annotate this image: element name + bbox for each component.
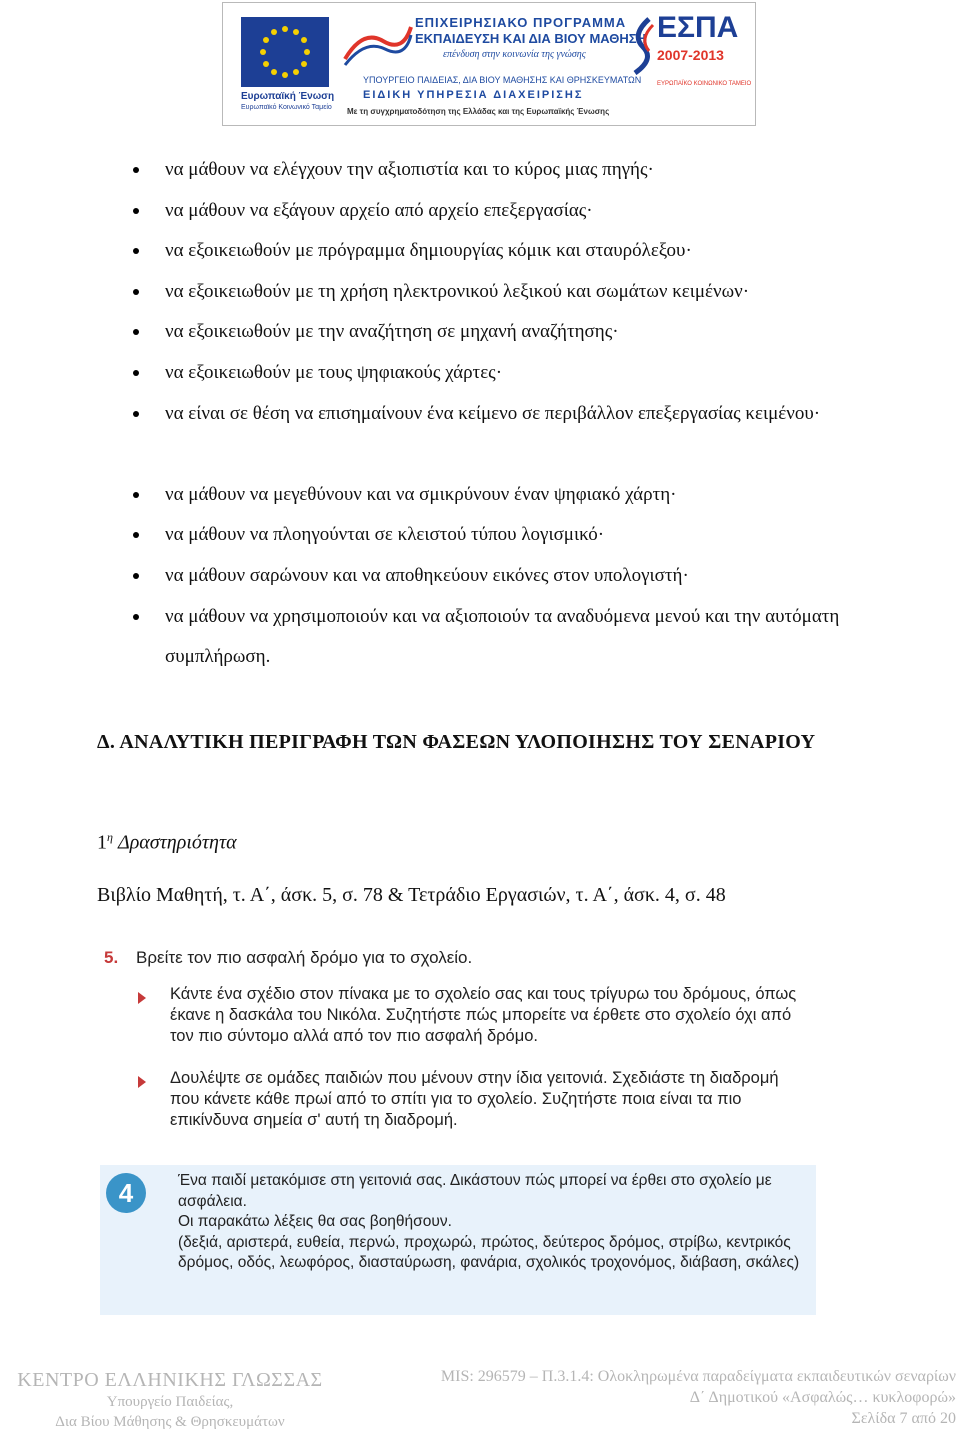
bullet-icon	[133, 370, 139, 376]
exercise-title: Βρείτε τον πιο ασφαλή δρόμο για το σχολείο.	[136, 948, 473, 967]
exercise-paragraph: Κάντε ένα σχέδιο στον πίνακα με το σχολείο σας και τους τρίγυρω του δρόμους, όπως έκανε η δασκάλα του Νικόλα. Συζητήστε πώς μπορείτε να έρθετε στο σχολείο όχι από τον πιο σύντομο αλλά από τον πιο ασφαλή δρόμο.	[170, 985, 797, 1045]
textbook-excerpt	[100, 940, 820, 1316]
exercise-number: 5.	[104, 948, 119, 967]
list-item: να μάθουν σαρώνουν και να αποθηκεύουν εικόνες στον υπολογιστή·	[165, 556, 895, 597]
exercise-5	[100, 940, 820, 1140]
ministry-name: ΥΠΟΥΡΓΕΙΟ ΠΑΙΔΕΙΑΣ, ΔΙΑ ΒΙΟΥ ΜΑΘΗΣΗΣ ΚΑΙ ΘΡΗΣΚΕΥΜΑΤΩΝ	[363, 75, 642, 85]
espa-fund: ΕΥΡΩΠΑΪΚΟ ΚΟΙΝΩΝΙΚΟ ΤΑΜΕΙΟ	[657, 81, 752, 87]
workbook-line: Ένα παιδί μετακόμισε στη γειτονιά σας. Δικάστουν πώς μπορεί να έρθει στο σχολείο με ασφάλεια.	[178, 1172, 772, 1210]
eu-flag-icon	[241, 17, 329, 87]
book-reference: Βιβλίο Μαθητή, τ. Α΄, άσκ. 5, σ. 78 & Τετράδιο Εργασιών, τ. Α΄, άσκ. 4, σ. 48	[97, 884, 726, 906]
bullet-icon	[133, 167, 139, 173]
service-name: ΕΙΔΙΚΗ ΥΠΗΡΕΣΙΑ ΔΙΑΧΕΙΡΙΣΗΣ	[363, 89, 584, 101]
program-slogan: επένδυση στην κοινωνία της γνώσης	[443, 49, 586, 60]
scenario-title: Δ΄ Δημοτικού «Ασφαλώς… κυκλοφορώ»	[689, 1389, 956, 1406]
bullet-icon	[133, 532, 139, 538]
activity-number: 1	[97, 831, 107, 854]
activity-ordinal: η	[107, 830, 113, 844]
espa-years: 2007-2013	[657, 47, 724, 63]
bullet-icon	[133, 329, 139, 335]
list-item: να μάθουν να μεγεθύνουν και να σμικρύνουν έναν ψηφιακό χάρτη·	[165, 475, 895, 516]
list-item: να μάθουν να χρησιμοποιούν και να αξιοποιούν τα αναδυόμενα μενού και την αυτόματη συμπλήρωση.	[165, 597, 895, 678]
bullet-icon	[133, 411, 139, 417]
mis-code: MIS: 296579 – Π.3.1.4: Ολοκληρωμένα παραδείγματα εκπαιδευτικών σεναρίων	[440, 1368, 956, 1385]
ministry-line: Δια Βίου Μάθησης & Θρησκευμάτων	[55, 1414, 285, 1430]
list-item: να είναι σε θέση να επισημαίνουν ένα κείμενο σε περιβάλλον επεξεργασίας κειμένου·	[165, 394, 895, 435]
triangle-bullet-icon	[138, 992, 146, 1004]
list-item: να μάθουν να ελέγχουν την αξιοπιστία και το κύρος μιας πηγής·	[165, 150, 895, 191]
section-heading: Δ. ΑΝΑΛΥΤΙΚΗ ΠΕΡΙΓΡΑΦΗ ΤΩΝ ΦΑΣΕΩΝ ΥΛΟΠΟΙΗΣΗΣ ΤΟΥ ΣΕΝΑΡΙΟΥ	[97, 731, 816, 753]
list-item: να εξοικειωθούν με τη χρήση ηλεκτρονικού λεξικού και σωμάτων κειμένων·	[165, 272, 895, 313]
program-subtitle: ΕΚΠΑΙΔΕΥΣΗ ΚΑΙ ΔΙΑ ΒΙΟΥ ΜΑΘΗΣΗ	[415, 31, 646, 46]
funding-banner	[222, 2, 756, 126]
bullet-icon	[133, 289, 139, 295]
cofunding-note: Με τη συγχρηματοδότηση της Ελλάδας και της Ευρωπαϊκής Ένωσης	[347, 107, 610, 116]
list-item: να εξοικειωθούν με τους ψηφιακούς χάρτες·	[165, 353, 895, 394]
triangle-bullet-icon	[138, 1076, 146, 1088]
activity-title	[97, 822, 237, 858]
eu-logo	[233, 11, 335, 115]
list-item: να μάθουν να εξάγουν αρχείο από αρχείο επεξεργασίας·	[165, 191, 895, 232]
program-logo	[343, 9, 646, 121]
bullet-icon	[133, 208, 139, 214]
list-item: να μάθουν να πλοηγούνται σε κλειστού τύπου λογισμικό·	[165, 515, 895, 556]
list-item: να εξοικειωθούν με πρόγραμμα δημιουργίας κόμικ και σταυρόλεξου·	[165, 231, 895, 272]
workbook-text	[178, 1171, 810, 1274]
page-number: Σελίδα 7 από 20	[851, 1410, 956, 1427]
program-title: ΕΠΙΧΕΙΡΗΣΙΑΚΟ ΠΡΟΓΡΑΜΜΑ	[415, 15, 627, 30]
ministry-line: Υπουργείο Παιδείας,	[106, 1394, 234, 1410]
bullet-icon	[133, 492, 139, 498]
exercise-badge: 4	[106, 1173, 146, 1213]
bullet-icon	[133, 573, 139, 579]
program-mark-icon	[343, 19, 413, 69]
footer-info	[376, 1366, 956, 1429]
bullet-icon	[133, 248, 139, 254]
workbook-line: Οι παρακάτω λέξεις θα σας βοηθήσουν.	[178, 1213, 452, 1230]
bullet-icon	[133, 614, 139, 620]
espa-logo	[629, 11, 752, 111]
espa-swirl-icon	[629, 15, 655, 75]
list-item: να εξοικειωθούν με την αναζήτηση σε μηχανή αναζήτησης·	[165, 312, 895, 353]
workbook-line: (δεξιά, αριστερά, ευθεία, περνώ, προχωρώ, πρώτος, δεύτερος δρόμος, στρίβω, κεντρικός δρόμος, οδός, λεωφόρος, διασταύρωση, φανάρια, σχολικός τροχονόμος, διάβαση, σκάλες)	[178, 1233, 800, 1271]
espa-title: ΕΣΠΑ	[657, 11, 739, 44]
eu-name: Ευρωπαϊκή Ένωση	[241, 91, 335, 102]
footer-organization	[0, 1368, 340, 1432]
organization-name: ΚΕΝΤΡΟ ΕΛΛΗΝΙΚΗΣ ΓΛΩΣΣΑΣ	[17, 1369, 323, 1391]
workbook-exercise-4	[100, 1165, 816, 1315]
activity-label: Δραστηριότητα	[117, 831, 237, 854]
exercise-paragraph: Δουλέψτε σε ομάδες παιδιών που μένουν στην ίδια γειτονιά. Σχεδιάστε τη διαδρομή που κάνετε κάθε πρωί από το σπίτι για το σχολείο. Συζητήστε ποια είναι τα πιο επικίνδυνα σημεία σ' αυτή τη διαδρομή.	[170, 1069, 779, 1129]
eu-fund: Ευρωπαϊκό Κοινωνικό Ταμείο	[241, 104, 332, 111]
